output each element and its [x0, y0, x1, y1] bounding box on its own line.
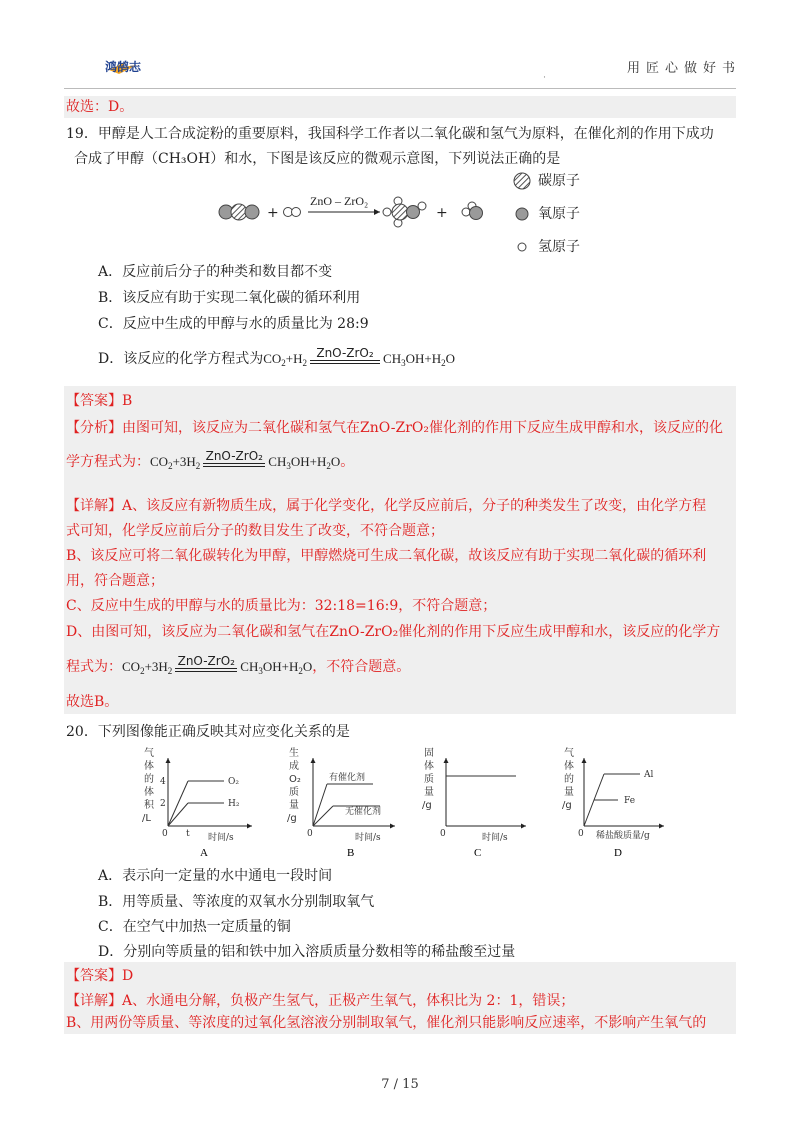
svg-text:0: 0: [307, 829, 313, 839]
q19-option-d-text: D．该反应的化学方程式为: [98, 351, 264, 367]
caption-a: A: [200, 847, 208, 859]
series-no-catalyst: 无催化剂: [345, 807, 382, 817]
q19-detail-b2: 用，符合题意；: [66, 573, 164, 589]
q20-option-d: D．分别向等质量的铝和铁中加入溶质质量分数相等的稀盐酸至过量: [98, 944, 516, 960]
micro-reaction-diagram: [210, 168, 500, 238]
xlabel-b: 时间/s: [355, 833, 381, 843]
q19-stem-line2: 合成了甲醇（CH₃OH）和水，下图是该反应的微观示意图，下列说法正确的是: [74, 151, 561, 167]
svg-text:0: 0: [162, 829, 168, 839]
legend-oxygen: 氧原子: [538, 206, 580, 222]
highlight-block: [64, 96, 736, 118]
legend-carbon: 碳原子: [538, 173, 580, 189]
series-al: Al: [644, 770, 654, 780]
xlabel-c: 时间/s: [482, 833, 508, 843]
open-circle-icon: [512, 237, 532, 257]
graph-a: [140, 744, 260, 859]
series-fe: Fe: [624, 796, 636, 806]
atom-legend: [512, 170, 612, 258]
catalyst-label: ZnO – ZrO₂: [310, 194, 369, 208]
q20-stem: 20．下列图像能正确反映其对应变化关系的是: [66, 724, 350, 740]
series-catalyst: 有催化剂: [329, 773, 366, 783]
gray-circle-icon: [512, 204, 532, 224]
publisher-logo: [103, 58, 159, 76]
svg-text:固体质量/g: 固体质量/g: [422, 748, 434, 811]
svg-text:2: 2: [160, 799, 166, 809]
ch3oh-molecule: [383, 197, 426, 227]
caption-d: D: [614, 847, 622, 859]
co2-molecule: [219, 204, 259, 220]
xlabel-d: 稀盐酸质量/g: [596, 831, 650, 841]
q19-option-c: C．反应中生成的甲醇与水的质量比为 28:9: [98, 316, 369, 332]
svg-text:t: t: [186, 829, 190, 839]
q20-answer: 【答案】D: [66, 968, 134, 984]
svg-text:0: 0: [440, 829, 446, 839]
q20-answer-value: D: [122, 968, 134, 984]
caption-b: B: [347, 847, 355, 859]
equation-catalyst: ZnO-ZrO₂: [316, 346, 374, 360]
plus-sign-2: +: [436, 205, 448, 221]
q19-detail-c: C、反应中生成的甲醇与水的质量比为：32:18=16:9，不符合题意；: [66, 598, 497, 614]
q19-final: 故选B。: [66, 694, 119, 710]
prev-answer: 故选：D。: [66, 99, 134, 115]
series-h2: H₂: [228, 799, 240, 809]
q19-option-b: B．该反应有助于实现二氧化碳的循环利用: [98, 290, 361, 306]
svg-text:生成O₂质量/g: 生成 O₂ 质量/g: [287, 748, 301, 824]
q20-option-b: B．用等质量、等浓度的双氧水分别制取氧气: [98, 894, 375, 910]
graph-b: [285, 744, 410, 859]
header-divider: [64, 88, 736, 89]
q19-analysis-line2: 学方程式为：$CO_2+3H_2$ ZnO-ZrO₂ $CH_3OH+H_2O$。: [66, 449, 355, 471]
graph-c: [420, 744, 535, 859]
q19-option-d: D．该反应的化学方程式为$CO_2+H_2$ ZnO-ZrO₂ $CH_3OH+H_2O$: [98, 346, 455, 368]
q19-detail-a2: 式可知，化学反应前后分子的数目发生了改变，不符合题意；: [66, 523, 444, 539]
legend-hydrogen: 氢原子: [538, 239, 580, 255]
q19-stem-line1: 19．甲醇是人工合成淀粉的重要原料，我国科学工作者以二氧化碳和氢气为原料，在催化剂的作用下成功: [66, 126, 714, 142]
hatched-circle-icon: [512, 171, 532, 191]
q20-detail-b: B、用两份等质量、等浓度的过氧化氢溶液分别制取氧气，催化剂只能影响反应速率，不影响产生氧气的: [66, 1015, 707, 1031]
q19-detail-b1: B、该反应可将二氧化碳转化为甲醇，甲醇燃烧可生成二氧化碳，故该反应有助于实现二氧化碳的循环利: [66, 548, 707, 564]
q20-option-a: A．表示向一定量的水中通电一段时间: [98, 868, 333, 884]
q19-detail-a1: 【详解】A、该反应有新物质生成，属于化学变化，化学反应前后，分子的种类发生了改变，由化学方程: [66, 498, 707, 514]
svg-text:气体的量/g: 气体的量/g: [562, 748, 574, 811]
q19-detail-d2: 程式为：$CO_2+3H_2$ ZnO-ZrO₂ $CH_3OH+H_2O$，不符合题意。: [66, 654, 411, 676]
q20-option-c: C．在空气中加热一定质量的铜: [98, 919, 291, 935]
q19-answer: 【答案】B: [66, 393, 133, 409]
svg-text:0: 0: [578, 829, 584, 839]
q19-detail-d1: D、由图可知，该反应为二氧化碳和氢气在ZnO-ZrO₂催化剂的作用下反应生成甲醇和水，该反应的化学方: [66, 624, 721, 640]
svg-text:气体的体积/L: 气体的体积/L: [142, 748, 154, 824]
graph-d: [560, 744, 670, 859]
q20-detail-a: 【详解】A、水通电分解，负极产生氢气，正极产生氧气，体积比为 2：1，错误；: [66, 993, 575, 1009]
q19-option-a: A．反应前后分子的种类和数目都不变: [98, 264, 333, 280]
q19-analysis-line1: 【分析】由图可知，该反应为二氧化碳和氢气在ZnO-ZrO₂催化剂的作用下反应生成甲醇和水，该反应的化: [66, 420, 723, 436]
svg-text:4: 4: [160, 777, 166, 787]
h2-molecule: [284, 208, 301, 217]
caption-c: C: [474, 847, 482, 859]
header-mark: ˙: [542, 76, 547, 87]
series-o2: O₂: [228, 777, 239, 787]
page-number: 7 / 15: [381, 1077, 419, 1092]
header-slogan: 用匠心做好书: [627, 61, 742, 76]
q19-answer-value: B: [122, 393, 133, 409]
h2o-molecule: [462, 202, 483, 220]
xlabel-a: 时间/s: [208, 833, 234, 843]
plus-sign-1: +: [267, 205, 279, 221]
logo-text: 鸿鹄志: [105, 60, 142, 74]
reaction-arrow-icon: [374, 209, 380, 215]
